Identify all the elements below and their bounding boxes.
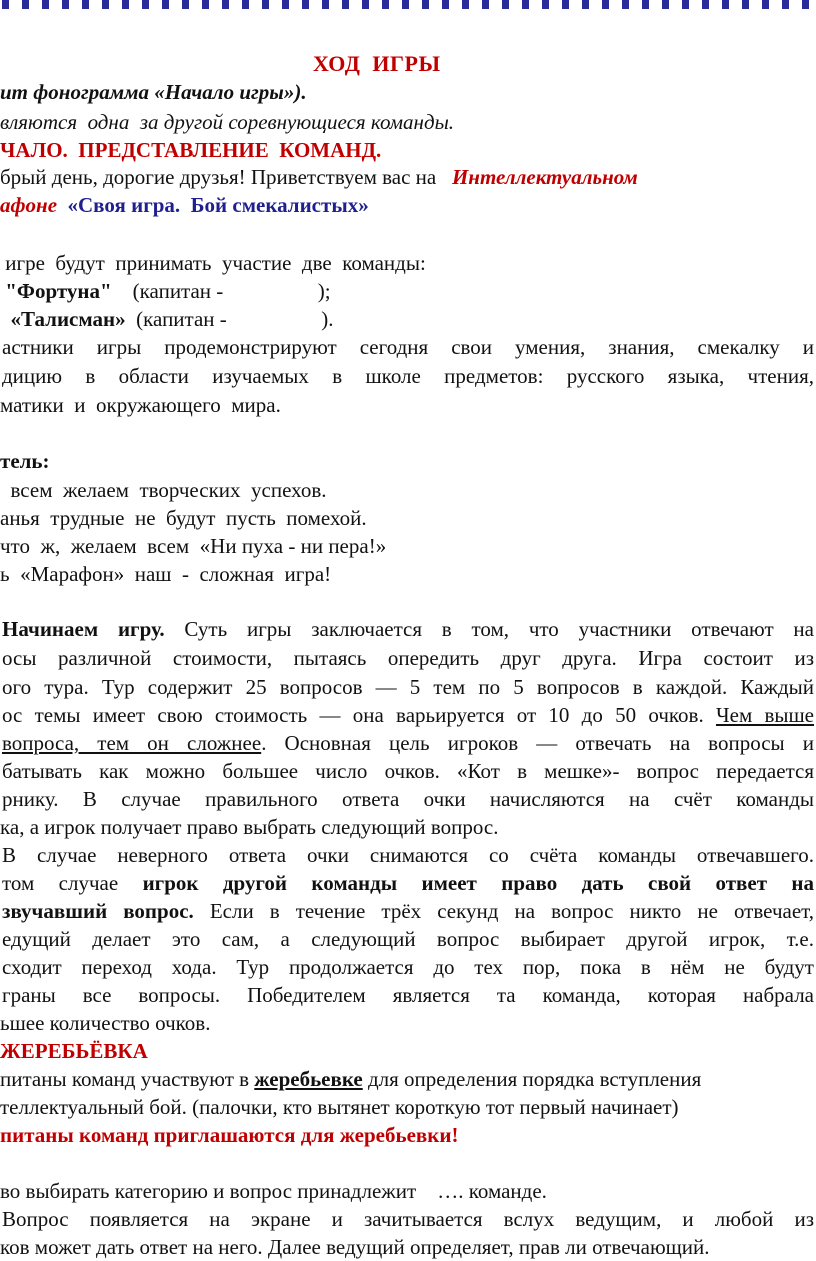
draw-line: теллектуальный бой. (палочки, кто вытянет короткую тот первый начинает) — [0, 1095, 679, 1119]
rules-line: осы различной стоимости, пытаясь опередить друг друга. Игра состоит из — [2, 646, 814, 670]
line-teams-appear: вляются одна за другой соревнующиеся команды. — [0, 110, 455, 134]
rules-line: ос темы имеет свою стоимость — она варьируется от 10 до 50 очков. Чем выше — [2, 703, 814, 727]
line-greeting: брый день, дорогие друзья! Приветствуем вас на Интеллектуальном — [0, 165, 638, 189]
rules-line: граны все вопросы. Победителем является та команда, которая набрала — [2, 983, 814, 1007]
rules-line: том случае игрок другой команды имеет право дать свой ответ на — [2, 871, 815, 895]
paragraph-line: матики и окружающего мира. — [0, 393, 281, 417]
poem-line: всем желаем творческих успехов. — [0, 478, 327, 502]
line-two-teams: игре будут принимать участие две команды: — [0, 251, 426, 275]
rules-line: вопроса, тем он сложнее. Основная цель игроков — отвечать на вопросы и — [2, 731, 814, 755]
paragraph-line: дицию в области изучаемых в школе предметов: русского языка, чтения, — [2, 364, 814, 388]
rules-line: рнику. В случае правильного ответа очки начисляются на счёт команды — [2, 787, 814, 811]
page-title: ХОД ИГРЫ — [313, 51, 441, 76]
rules-line: ьшее количество очков. — [0, 1011, 211, 1035]
section-heading-start: ЧАЛО. ПРЕДСТАВЛЕНИЕ КОМАНД. — [0, 138, 382, 162]
line-team-talisman: «Талисман» (капитан - ). — [0, 307, 334, 331]
question-line: Вопрос появляется на экране и зачитывается вслух ведущим, и любой из — [2, 1207, 814, 1231]
line-marathon-name: афоне «Своя игра. Бой смекалистых» — [0, 193, 369, 217]
choice-line: во выбирать категорию и вопрос принадлежит …. команде. — [0, 1179, 547, 1203]
poem-line: что ж, желаем всем «Ни пуха - ни пера!» — [0, 534, 387, 558]
rules-line: В случае неверного ответа очки снимаются со счёта команды отвечавшего. — [2, 843, 814, 867]
rules-line: Начинаем игру. Суть игры заключается в том, что участники отвечают на — [2, 617, 814, 641]
rules-line: сходит переход хода. Тур продолжается до тех пор, пока в нём не будут — [2, 955, 814, 979]
poem-line: ь «Марафон» наш - сложная игра! — [0, 562, 332, 586]
speaker-label: тель: — [0, 449, 50, 473]
rules-line: ого тура. Тур содержит 25 вопросов — 5 тем по 5 вопросов в каждой. Каждый — [2, 675, 814, 699]
line-team-fortuna: "Фортуна" (капитан - ); — [0, 279, 331, 303]
rules-line: ка, а игрок получает право выбрать следующий вопрос. — [0, 815, 499, 839]
rules-line: звучавший вопрос. Если в течение трёх секунд на вопрос никто не отвечает, — [2, 899, 814, 923]
draw-line: питаны команд участвуют в жеребьевке для определения порядка вступления — [0, 1067, 702, 1091]
paragraph-line: астники игры продемонстрируют сегодня свои умения, знания, смекалку и — [2, 335, 814, 359]
line-phonogram: ит фонограмма «Начало игры»). — [0, 80, 307, 104]
poem-line: анья трудные не будут пусть помехой. — [0, 506, 367, 530]
question-line: ков может дать ответ на него. Далее ведущий определяет, прав ли отвечающий. — [0, 1235, 710, 1259]
rules-line: едущий делает это сам, а следующий вопрос выбирает другой игрок, т.е. — [2, 927, 814, 951]
rules-line: батывать как можно большее число очков. «Кот в мешке»- вопрос передается — [2, 759, 814, 783]
draw-invite-line: питаны команд приглашаются для жеребьевки! — [0, 1123, 459, 1147]
section-heading-draw: ЖЕРЕБЬЁВКА — [0, 1039, 148, 1063]
